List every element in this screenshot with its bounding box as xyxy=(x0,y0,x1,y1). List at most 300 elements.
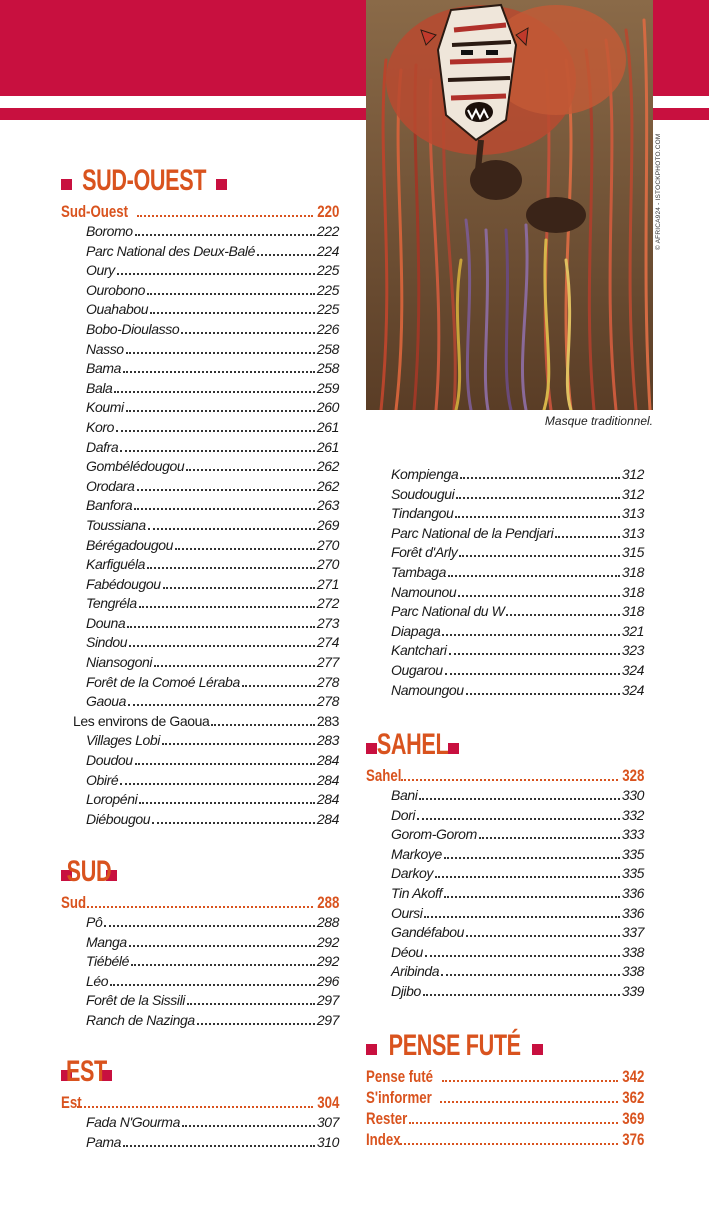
leader-dots xyxy=(242,685,315,687)
toc-page: 318 xyxy=(621,563,644,580)
toc-page: 313 xyxy=(621,524,644,541)
leader-dots xyxy=(456,497,619,499)
toc-page: 321 xyxy=(621,622,644,639)
toc-label: Koro xyxy=(86,418,114,435)
toc-label: Tiébélé xyxy=(86,953,129,970)
leader-dots xyxy=(401,779,617,781)
toc-page: 288 xyxy=(316,893,339,912)
toc-page: 225 xyxy=(316,262,339,279)
toc-page: 312 xyxy=(621,466,644,482)
toc-label: Soudougui xyxy=(391,485,455,502)
leader-dots xyxy=(187,1003,315,1005)
toc-label: Boromo xyxy=(86,223,133,239)
toc-label: Bala xyxy=(86,379,113,396)
toc-label: Dori xyxy=(391,806,416,823)
toc-entry[interactable] xyxy=(366,682,644,702)
toc-label: Bérégadougou xyxy=(86,536,174,553)
toc-page: 278 xyxy=(316,673,339,690)
toc-label: Namounou xyxy=(391,583,457,600)
toc-page: 284 xyxy=(316,752,339,769)
leader-dots xyxy=(186,469,315,471)
toc-page: 224 xyxy=(316,242,339,259)
toc-page: 277 xyxy=(316,654,339,671)
toc-page: 307 xyxy=(316,1114,339,1130)
toc-label: Ougarou xyxy=(391,661,443,678)
toc-list xyxy=(61,1114,339,1153)
mask-illustration xyxy=(366,0,653,410)
toc-entry[interactable] xyxy=(61,439,339,459)
toc-label: Villages Lobi xyxy=(86,732,160,749)
toc-page: 297 xyxy=(316,1011,339,1028)
toc-label: Pense futé xyxy=(366,1067,434,1086)
toc-entry[interactable] xyxy=(366,544,644,564)
toc-entry[interactable] xyxy=(366,865,644,885)
leader-dots xyxy=(83,906,313,908)
toc-page: 333 xyxy=(621,826,644,843)
section-heading: EST xyxy=(65,1055,107,1088)
leader-dots xyxy=(134,508,315,510)
bullet-square-icon xyxy=(61,179,72,190)
leader-dots xyxy=(110,984,315,986)
toc-label: Toussiana xyxy=(86,516,146,533)
toc-label: Koumi xyxy=(86,399,124,416)
toc-label: Sahel xyxy=(366,766,402,785)
toc-label: Gorom-Gorom xyxy=(391,826,477,843)
leader-dots xyxy=(123,371,315,373)
leader-dots xyxy=(126,352,315,354)
toc-label: S'informer xyxy=(366,1088,432,1107)
toc-page: 274 xyxy=(316,634,339,651)
leader-dots xyxy=(417,818,620,820)
toc-page: 362 xyxy=(621,1088,644,1107)
photo-caption: Masque traditionnel. xyxy=(544,414,653,428)
leader-dots xyxy=(139,802,315,804)
toc-entry[interactable] xyxy=(366,905,644,925)
toc-page: 283 xyxy=(316,732,339,749)
leader-dots xyxy=(423,994,620,996)
bullet-square-icon xyxy=(532,1044,543,1055)
toc-label: Pama xyxy=(86,1133,121,1150)
section-title xyxy=(61,1055,339,1089)
toc-page: 292 xyxy=(316,933,339,950)
toc-entry[interactable] xyxy=(366,787,644,807)
toc-entry[interactable] xyxy=(61,791,339,811)
mask-photo xyxy=(366,0,653,410)
leader-dots xyxy=(163,587,315,589)
toc-label: Kantchari xyxy=(391,642,447,659)
toc-label: Niansogoni xyxy=(86,654,153,671)
toc-label: Sud xyxy=(61,893,87,912)
leader-dots xyxy=(466,935,620,937)
section-title xyxy=(61,855,339,889)
toc-label: Gaoua xyxy=(86,693,127,710)
toc-page: 336 xyxy=(621,904,644,921)
toc-label: Déou xyxy=(391,943,423,960)
section-sud-ouest xyxy=(61,164,339,830)
leader-dots xyxy=(120,783,315,785)
toc-page: 312 xyxy=(621,485,644,502)
toc-label: Obiré xyxy=(86,771,119,788)
leader-dots xyxy=(147,567,315,569)
toc-page: 261 xyxy=(316,418,339,435)
toc-sub-main-entry[interactable] xyxy=(61,713,339,733)
toc-label: Ourobono xyxy=(86,281,146,298)
leader-dots xyxy=(479,837,620,839)
toc-entry[interactable] xyxy=(61,262,339,282)
toc-entry[interactable] xyxy=(366,826,644,846)
section-sud xyxy=(61,855,339,1032)
bullet-square-icon xyxy=(366,1044,377,1055)
toc-page: 271 xyxy=(316,575,339,592)
toc-entry[interactable] xyxy=(61,399,339,419)
leader-dots xyxy=(116,430,315,432)
toc-main-entry[interactable] xyxy=(366,1067,644,1088)
leader-dots xyxy=(154,665,315,667)
toc-main-entry[interactable] xyxy=(61,1093,339,1114)
toc-label: Ouahabou xyxy=(86,301,149,318)
toc-page: 297 xyxy=(316,992,339,1009)
toc-page: 220 xyxy=(316,202,339,221)
leader-dots xyxy=(197,1023,315,1025)
leader-dots xyxy=(152,822,315,824)
leader-dots xyxy=(449,653,620,655)
leader-dots xyxy=(117,273,315,275)
toc-label: Markoye xyxy=(391,845,442,862)
toc-entry[interactable] xyxy=(61,517,339,537)
leader-dots xyxy=(139,606,315,608)
leader-dots xyxy=(425,955,620,957)
toc-entry[interactable] xyxy=(61,914,339,934)
toc-page: 304 xyxy=(316,1093,339,1112)
toc-page: 330 xyxy=(621,787,644,803)
toc-page: 225 xyxy=(316,281,339,298)
toc-page: 288 xyxy=(316,914,339,930)
toc-entry[interactable] xyxy=(366,525,644,545)
toc-page: 284 xyxy=(316,810,339,827)
toc-list xyxy=(366,787,644,1003)
toc-page: 278 xyxy=(316,693,339,710)
toc-entry[interactable] xyxy=(366,584,644,604)
toc-label: Gandéfabou xyxy=(391,924,465,941)
leader-dots xyxy=(459,555,619,557)
toc-entry[interactable] xyxy=(366,983,644,1003)
section-heading: SUD-OUEST xyxy=(82,164,207,197)
toc-entry[interactable] xyxy=(61,732,339,752)
toc-entry[interactable] xyxy=(61,223,339,243)
toc-label: Tengréla xyxy=(86,595,137,612)
toc-page: 269 xyxy=(316,516,339,533)
toc-entry[interactable] xyxy=(366,662,644,682)
toc-label: Bobo-Dioulasso xyxy=(86,320,180,337)
leader-dots xyxy=(120,450,315,452)
toc-entry[interactable] xyxy=(61,243,339,263)
leader-dots xyxy=(129,645,315,647)
toc-main-entry[interactable] xyxy=(61,893,339,914)
leader-dots xyxy=(466,693,620,695)
leader-dots xyxy=(150,312,315,314)
leader-dots xyxy=(114,391,314,393)
toc-entry[interactable] xyxy=(61,556,339,576)
leader-dots xyxy=(257,254,315,256)
leader-dots xyxy=(455,516,619,518)
toc-label: Kompienga xyxy=(391,466,459,482)
toc-page: 258 xyxy=(316,340,339,357)
toc-entry[interactable] xyxy=(61,341,339,361)
toc-label: Tindangou xyxy=(391,505,454,522)
toc-label: Ranch de Nazinga xyxy=(86,1011,195,1028)
toc-entry[interactable] xyxy=(366,885,644,905)
toc-entry[interactable] xyxy=(61,380,339,400)
toc-entry[interactable] xyxy=(61,458,339,478)
toc-label: Sud-Ouest xyxy=(61,202,129,221)
toc-entry[interactable] xyxy=(61,595,339,615)
section-heading: PENSE FUTÉ xyxy=(388,1029,521,1062)
leader-dots xyxy=(444,857,620,859)
section-heading: SUD xyxy=(66,855,112,888)
toc-entry[interactable] xyxy=(61,992,339,1012)
leader-dots xyxy=(448,575,620,577)
toc-label: Namoungou xyxy=(391,681,464,698)
leader-dots xyxy=(440,1101,617,1103)
toc-label: Gombélédougou xyxy=(86,458,185,475)
toc-main-entry[interactable] xyxy=(366,766,644,787)
toc-page: 273 xyxy=(316,614,339,631)
toc-entry[interactable] xyxy=(61,674,339,694)
toc-page: 270 xyxy=(316,536,339,553)
leader-dots xyxy=(419,798,619,800)
toc-entry[interactable] xyxy=(61,811,339,831)
toc-page: 324 xyxy=(621,681,644,698)
toc-page: 324 xyxy=(621,661,644,678)
leader-dots xyxy=(506,614,619,616)
bullet-square-icon xyxy=(366,743,377,754)
toc-page: 342 xyxy=(621,1067,644,1086)
toc-page: 270 xyxy=(316,556,339,573)
toc-label: Douna xyxy=(86,614,126,631)
toc-entry[interactable] xyxy=(61,301,339,321)
toc-label: Léo xyxy=(86,972,109,989)
toc-label: Bama xyxy=(86,360,121,377)
toc-page: 376 xyxy=(621,1130,644,1149)
toc-label: Parc National de la Pendjari xyxy=(391,524,554,541)
toc-label: Pô xyxy=(86,914,103,930)
leader-dots xyxy=(135,763,315,765)
toc-label: Nasso xyxy=(86,340,124,357)
toc-entry[interactable] xyxy=(61,973,339,993)
toc-page: 222 xyxy=(316,223,339,239)
toc-label: Dafra xyxy=(86,438,119,455)
toc-label: Fabédougou xyxy=(86,575,161,592)
toc-page: 284 xyxy=(316,771,339,788)
toc-page: 272 xyxy=(316,595,339,612)
toc-label: Aribinda xyxy=(391,963,440,980)
section-heading: SAHEL xyxy=(376,728,449,761)
toc-entry[interactable] xyxy=(366,963,644,983)
toc-entry[interactable] xyxy=(61,478,339,498)
toc-entry[interactable] xyxy=(366,846,644,866)
section-pense-fute xyxy=(366,1029,644,1151)
toc-entry[interactable] xyxy=(61,282,339,302)
toc-page: 283 xyxy=(316,712,339,729)
toc-page: 337 xyxy=(621,924,644,941)
toc-page: 292 xyxy=(316,953,339,970)
toc-entry[interactable] xyxy=(61,1114,339,1134)
toc-list xyxy=(61,223,339,713)
toc-entry[interactable] xyxy=(61,772,339,792)
leader-dots xyxy=(442,1080,618,1082)
toc-label: Diébougou xyxy=(86,810,151,827)
toc-page: 258 xyxy=(316,360,339,377)
leader-dots xyxy=(175,548,315,550)
toc-entry[interactable] xyxy=(61,752,339,772)
toc-label: Oursi xyxy=(391,904,423,921)
toc-label: Fada N'Gourma xyxy=(86,1114,180,1130)
toc-page: 336 xyxy=(621,884,644,901)
toc-page: 318 xyxy=(621,583,644,600)
toc-label: Karfiguéla xyxy=(86,556,146,573)
leader-dots xyxy=(211,724,314,726)
toc-main-entry[interactable] xyxy=(61,202,339,223)
leader-dots xyxy=(182,1125,315,1127)
toc-label: Tambaga xyxy=(391,563,447,580)
toc-page: 335 xyxy=(621,845,644,862)
toc-entry[interactable] xyxy=(61,576,339,596)
toc-page: 335 xyxy=(621,865,644,882)
toc-entry[interactable] xyxy=(366,944,644,964)
leader-dots xyxy=(135,234,315,236)
leader-dots xyxy=(400,1143,617,1145)
toc-main-entry[interactable] xyxy=(366,1130,644,1151)
section-title xyxy=(366,728,644,762)
toc-page: 296 xyxy=(316,972,339,989)
toc-label: Darkoy xyxy=(391,865,433,882)
section-est-continued xyxy=(366,466,644,701)
toc-main-entry[interactable] xyxy=(366,1088,644,1109)
toc-label: Bani xyxy=(391,787,418,803)
leader-dots xyxy=(441,974,620,976)
toc-label: Parc National des Deux-Balé xyxy=(86,242,255,259)
leader-dots xyxy=(137,489,315,491)
leader-dots xyxy=(137,215,313,217)
toc-entry[interactable] xyxy=(61,953,339,973)
toc-label: Manga xyxy=(86,933,127,950)
toc-entry[interactable] xyxy=(61,537,339,557)
toc-label: Tin Akoff xyxy=(391,884,442,901)
toc-page: 315 xyxy=(621,544,644,561)
section-title xyxy=(366,1029,644,1063)
toc-page: 310 xyxy=(316,1133,339,1150)
toc-entry[interactable] xyxy=(61,321,339,341)
toc-entry[interactable] xyxy=(366,486,644,506)
leader-dots xyxy=(148,528,315,530)
photo-credit: © AFRICA924 - ISTOCKPHOTO.COM xyxy=(655,133,662,250)
leader-dots xyxy=(126,410,315,412)
toc-page: 369 xyxy=(621,1109,644,1128)
toc-page: 332 xyxy=(621,806,644,823)
toc-label: Est xyxy=(61,1093,82,1112)
leader-dots xyxy=(127,626,315,628)
leader-dots xyxy=(409,1122,618,1124)
toc-entry[interactable] xyxy=(61,360,339,380)
leader-dots xyxy=(147,293,315,295)
toc-entry[interactable] xyxy=(61,693,339,713)
toc-entry[interactable] xyxy=(366,466,644,486)
toc-page: 225 xyxy=(316,301,339,318)
toc-list xyxy=(61,914,339,1032)
toc-label: Djibo xyxy=(391,982,421,999)
toc-page: 338 xyxy=(621,943,644,960)
leader-dots xyxy=(458,595,620,597)
toc-page: 339 xyxy=(621,982,644,999)
toc-entry[interactable] xyxy=(366,807,644,827)
leader-dots xyxy=(445,673,620,675)
toc-entry[interactable] xyxy=(61,615,339,635)
toc-label: Rester xyxy=(366,1109,408,1128)
toc-label: Diapaga xyxy=(391,622,441,639)
toc-entry[interactable] xyxy=(61,419,339,439)
toc-page: 323 xyxy=(621,642,644,659)
toc-entry[interactable] xyxy=(366,603,644,623)
toc-page: 260 xyxy=(316,399,339,416)
bullet-square-icon xyxy=(216,179,227,190)
toc-entry[interactable] xyxy=(61,654,339,674)
leader-dots xyxy=(123,1145,315,1147)
toc-page: 262 xyxy=(316,458,339,475)
toc-entry[interactable] xyxy=(61,634,339,654)
leader-dots xyxy=(444,896,620,898)
toc-page: 284 xyxy=(316,791,339,808)
toc-label: Forêt de la Sissili xyxy=(86,992,185,1009)
toc-label: Les environs de Gaoua xyxy=(73,712,210,729)
toc-list xyxy=(61,732,339,830)
section-sahel xyxy=(366,728,644,1003)
section-title xyxy=(61,164,339,198)
toc-label: Oury xyxy=(86,262,115,279)
leader-dots xyxy=(424,916,619,918)
toc-page: 313 xyxy=(621,505,644,522)
toc-entry[interactable] xyxy=(61,497,339,517)
toc-label: Orodara xyxy=(86,477,135,494)
section-est xyxy=(61,1055,339,1153)
toc-page: 328 xyxy=(621,766,644,785)
toc-page: 263 xyxy=(316,497,339,514)
toc-page: 261 xyxy=(316,438,339,455)
toc-entry[interactable] xyxy=(61,1134,339,1154)
toc-main-entry[interactable] xyxy=(366,1109,644,1130)
toc-entry[interactable] xyxy=(366,642,644,662)
toc-page: 259 xyxy=(316,379,339,396)
leader-dots xyxy=(162,743,315,745)
leader-dots xyxy=(131,964,315,966)
toc-entry[interactable] xyxy=(366,623,644,643)
toc-label: Parc National du W xyxy=(391,603,505,620)
leader-dots xyxy=(442,634,619,636)
toc-label: Loropéni xyxy=(86,791,138,808)
toc-page: 262 xyxy=(316,477,339,494)
toc-entry[interactable] xyxy=(61,1012,339,1032)
leader-dots xyxy=(104,925,315,927)
toc-list xyxy=(366,466,644,701)
leader-dots xyxy=(129,945,315,947)
leader-dots xyxy=(77,1106,312,1108)
leader-dots xyxy=(181,332,315,334)
toc-entry[interactable] xyxy=(61,934,339,954)
toc-entry[interactable] xyxy=(366,505,644,525)
toc-entry[interactable] xyxy=(366,924,644,944)
bullet-square-icon xyxy=(448,743,459,754)
toc-page: 338 xyxy=(621,963,644,980)
toc-entry[interactable] xyxy=(366,564,644,584)
